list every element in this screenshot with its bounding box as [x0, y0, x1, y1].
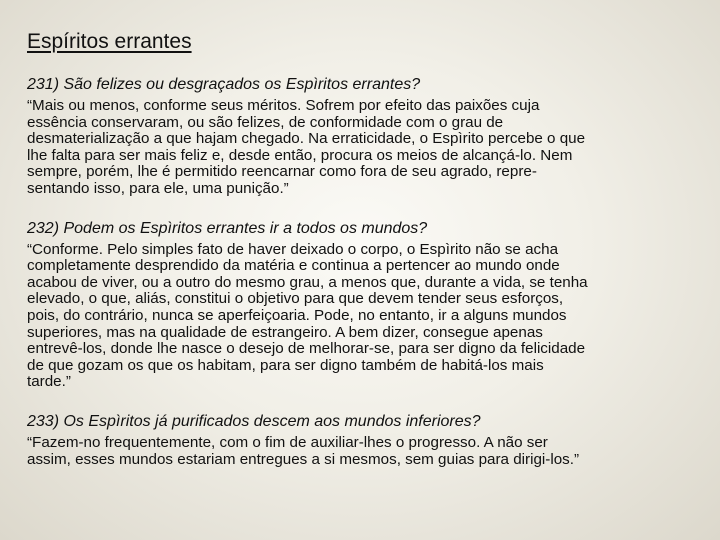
question-232: 232) Podem os Espìritos errantes ir a todos os mundos?: [27, 219, 428, 237]
question-233: 233) Os Espìritos já purificados descem aos mundos inferiores?: [27, 412, 481, 430]
answer-231: “Mais ou menos, conforme seus méritos. Sofrem por efeito das paixões cuja essência conservaram, ou são felizes, de conformidade com o grau de desmaterialização a que hajam chegado. Na erraticidade, o Espìrito percebe o que lhe falta para ser mais feliz e, desde então, procura os meios de alcançá-lo. Nem sempre, porém, lhe é permitido reencarnar como fora de seu agrado, repre- sentando isso, para ele, uma punição.”: [27, 97, 586, 197]
question-231: 231) São felizes ou desgraçados os Espìritos errantes?: [27, 76, 421, 93]
qa-item-233: [27, 411, 699, 468]
slide-title: Espíritos errantes: [27, 30, 192, 53]
qa-item-232: [27, 218, 699, 391]
qa-item-231: [27, 74, 699, 198]
slide-content: [27, 28, 699, 488]
answer-232: “Conforme. Pelo simples fato de haver deixado o corpo, o Espìrito não se acha completamente desprendido da matéria e continua a pertencer ao mundo onde acabou de viver, ou a outro do mesmo grau, a menos que, durante a vida, se tenha elevado, o que, aliás, constitui o objetivo para que devem tender seus esforços, pois, do contrário, nunca se aperfeiçoaria. Pode, no entanto, ir a alguns mundos superiores, mas na qualidade de estrangeiro. A bem dizer, consegue apenas entrevê-los, donde lhe nasce o desejo de melhorar-se, para ser digno da felicidade de que gozam os que os habitam, para ser digno também de habitá-los mais tarde.”: [27, 240, 588, 391]
answer-233: “Fazem-no frequentemente, com o fim de auxiliar-lhes o progresso. A não ser assim, esses mundos estariam entregues a si mesmos, sem guias para dirigi-los.”: [27, 433, 580, 468]
